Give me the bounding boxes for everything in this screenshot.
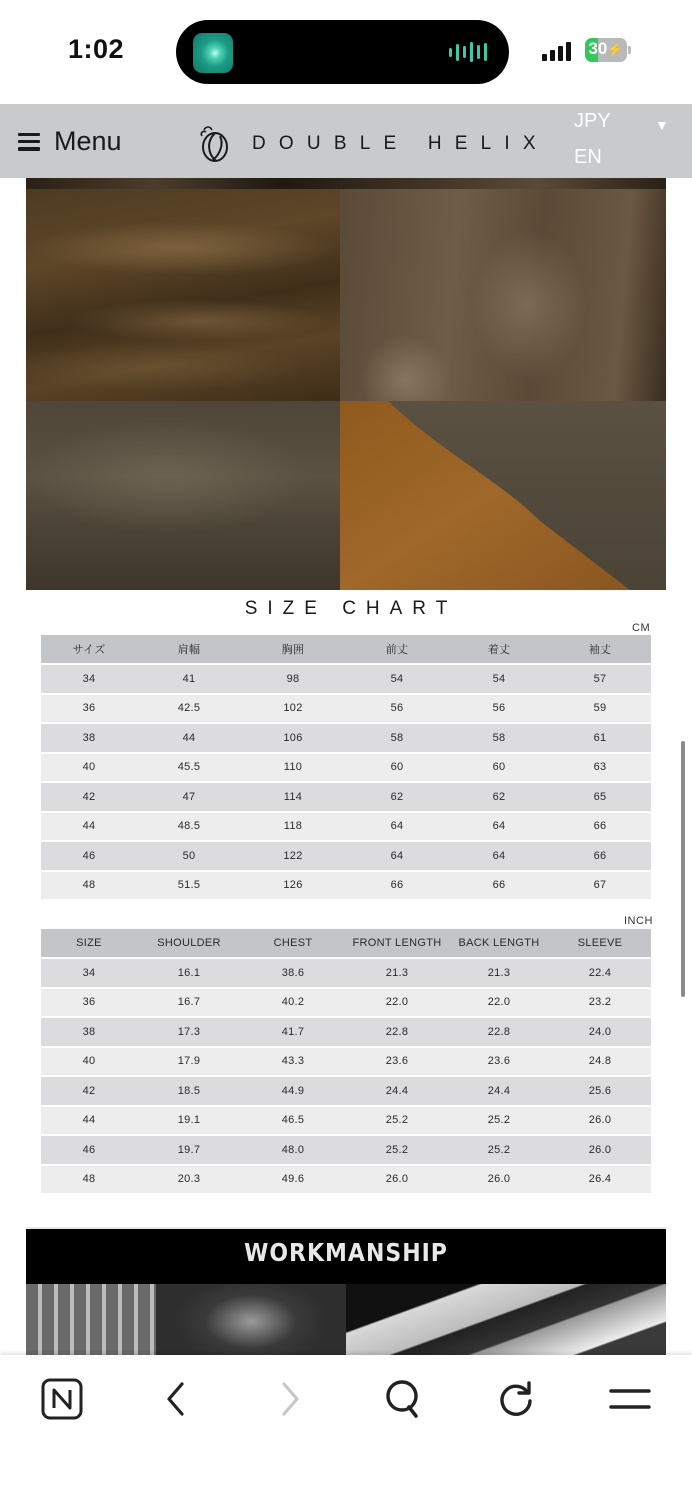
table-row — [41, 1018, 651, 1046]
table-cell: 44 — [137, 724, 241, 752]
gallery-image-top-edge — [26, 178, 666, 189]
chevron-right-icon — [275, 1381, 305, 1417]
table-cell: 54 — [345, 665, 449, 693]
table-cell: 44 — [41, 1107, 137, 1135]
table-cell: 25.2 — [345, 1107, 449, 1135]
table-row — [41, 842, 651, 870]
size-chart-title: SIZE CHART — [244, 598, 458, 619]
unit-label-cm: CM — [632, 622, 651, 634]
table-cell: 42 — [41, 1077, 137, 1105]
table-cell: 46 — [41, 842, 137, 870]
table-cell: 59 — [549, 695, 651, 723]
column-header: 胸囲 — [241, 635, 345, 663]
table-row — [41, 724, 651, 752]
table-cell: 36 — [41, 989, 137, 1017]
workmanship-section — [26, 1227, 666, 1357]
home-n-button[interactable] — [38, 1375, 86, 1423]
status-bar — [0, 0, 692, 104]
reload-icon — [497, 1379, 537, 1419]
table-cell: 24.8 — [549, 1048, 651, 1076]
table-cell: 19.1 — [137, 1107, 241, 1135]
menu-button[interactable] — [606, 1375, 654, 1423]
table-cell: 34 — [41, 665, 137, 693]
table-cell: 58 — [449, 724, 549, 752]
table-row — [41, 783, 651, 811]
search-icon — [384, 1378, 424, 1420]
table-cell: 22.0 — [449, 989, 549, 1017]
table-cell: 22.4 — [549, 959, 651, 987]
table-cell: 48 — [41, 1166, 137, 1194]
table-cell: 56 — [449, 695, 549, 723]
caret-down-icon[interactable]: ▼ — [655, 117, 669, 133]
table-row — [41, 872, 651, 900]
table-cell: 23.6 — [449, 1048, 549, 1076]
table-cell: 25.6 — [549, 1077, 651, 1105]
column-header: SLEEVE — [549, 929, 651, 957]
site-header — [0, 104, 692, 178]
table-cell: 22.8 — [449, 1018, 549, 1046]
table-cell: 118 — [241, 813, 345, 841]
table-cell: 114 — [241, 783, 345, 811]
table-cell: 22.8 — [345, 1018, 449, 1046]
battery-percent: 30⚡ — [588, 39, 624, 58]
table-row — [41, 813, 651, 841]
leather-image-grain — [26, 401, 340, 590]
table-cell: 41.7 — [241, 1018, 345, 1046]
table-cell: 58 — [345, 724, 449, 752]
hamburger-icon — [18, 133, 40, 151]
table-cell: 60 — [345, 754, 449, 782]
table-cell: 66 — [449, 872, 549, 900]
table-cell: 38.6 — [241, 959, 345, 987]
table-row — [41, 1166, 651, 1194]
column-header: 着丈 — [449, 635, 549, 663]
column-header: SHOULDER — [137, 929, 241, 957]
table-cell: 23.6 — [345, 1048, 449, 1076]
leather-image-wrinkled — [26, 189, 340, 401]
table-cell: 24.4 — [449, 1077, 549, 1105]
table-cell: 16.7 — [137, 989, 241, 1017]
brand-name: DOUBLE HELIX — [252, 133, 549, 154]
table-cell: 102 — [241, 695, 345, 723]
table-cell: 65 — [549, 783, 651, 811]
table-row — [41, 959, 651, 987]
table-cell: 26.0 — [345, 1166, 449, 1194]
table-cell: 24.4 — [345, 1077, 449, 1105]
table-cell: 49.6 — [241, 1166, 345, 1194]
table-cell: 54 — [449, 665, 549, 693]
table-cell: 34 — [41, 959, 137, 987]
table-cell: 44 — [41, 813, 137, 841]
table-cell: 50 — [137, 842, 241, 870]
table-cell: 42 — [41, 783, 137, 811]
table-cell: 48 — [41, 872, 137, 900]
language-selector[interactable]: EN — [574, 146, 602, 168]
table-cell: 62 — [449, 783, 549, 811]
column-header: SIZE — [41, 929, 137, 957]
suede-reverse-overlay — [340, 401, 666, 590]
table-cell: 122 — [241, 842, 345, 870]
column-header: FRONT LENGTH — [345, 929, 449, 957]
table-cell: 19.7 — [137, 1136, 241, 1164]
cellular-signal-icon — [542, 41, 571, 61]
table-cell: 110 — [241, 754, 345, 782]
n-logo-icon — [41, 1378, 83, 1420]
table-row — [41, 1077, 651, 1105]
battery-tip — [628, 46, 631, 54]
table-cell: 106 — [241, 724, 345, 752]
browser-toolbar — [0, 1355, 692, 1500]
table-cell: 60 — [449, 754, 549, 782]
workmanship-image-leather — [346, 1284, 666, 1357]
table-cell: 25.2 — [449, 1136, 549, 1164]
table-row — [41, 989, 651, 1017]
brand-logo[interactable] — [196, 124, 549, 164]
table-cell: 40.2 — [241, 989, 345, 1017]
chevron-left-icon — [161, 1381, 191, 1417]
table-cell: 66 — [345, 872, 449, 900]
menu-button[interactable] — [18, 126, 122, 157]
table-cell: 38 — [41, 1018, 137, 1046]
column-header: 肩幅 — [137, 635, 241, 663]
workmanship-image-machine-detail — [156, 1284, 346, 1357]
table-row — [41, 665, 651, 693]
helix-logo-icon — [196, 124, 232, 164]
table-cell: 17.3 — [137, 1018, 241, 1046]
table-cell: 45.5 — [137, 754, 241, 782]
table-cell: 25.2 — [345, 1136, 449, 1164]
column-header: BACK LENGTH — [449, 929, 549, 957]
leather-image-smooth — [340, 189, 666, 401]
table-cell: 98 — [241, 665, 345, 693]
table-header-row — [41, 929, 651, 957]
column-header: サイズ — [41, 635, 137, 663]
menu-label: Menu — [54, 126, 122, 156]
search-button[interactable] — [380, 1375, 428, 1423]
table-cell: 64 — [345, 842, 449, 870]
table-row — [41, 1136, 651, 1164]
table-row — [41, 1107, 651, 1135]
table-cell: 56 — [345, 695, 449, 723]
table-cell: 66 — [549, 813, 651, 841]
table-cell: 24.0 — [549, 1018, 651, 1046]
table-cell: 25.2 — [449, 1107, 549, 1135]
table-cell: 67 — [549, 872, 651, 900]
table-cell: 64 — [449, 842, 549, 870]
table-cell: 48.5 — [137, 813, 241, 841]
forward-button[interactable] — [266, 1375, 314, 1423]
table-cell: 26.0 — [549, 1107, 651, 1135]
status-time: 1:02 — [68, 34, 125, 64]
unit-label-inch: INCH — [624, 915, 653, 927]
table-cell: 21.3 — [449, 959, 549, 987]
size-table-cm — [41, 633, 651, 901]
table-cell: 57 — [549, 665, 651, 693]
workmanship-title: WORKMANSHIP — [244, 1239, 448, 1268]
menu-icon — [609, 1387, 651, 1411]
table-cell: 26.0 — [549, 1136, 651, 1164]
table-cell: 63 — [549, 754, 651, 782]
table-cell: 41 — [137, 665, 241, 693]
table-cell: 18.5 — [137, 1077, 241, 1105]
back-button[interactable] — [152, 1375, 200, 1423]
table-cell: 38 — [41, 724, 137, 752]
table-cell: 62 — [345, 783, 449, 811]
column-header: CHEST — [241, 929, 345, 957]
table-cell: 20.3 — [137, 1166, 241, 1194]
table-cell: 42.5 — [137, 695, 241, 723]
table-cell: 126 — [241, 872, 345, 900]
table-cell: 21.3 — [345, 959, 449, 987]
table-cell: 64 — [449, 813, 549, 841]
charging-bolt-icon: ⚡ — [607, 42, 624, 57]
table-cell: 17.9 — [137, 1048, 241, 1076]
table-cell: 46 — [41, 1136, 137, 1164]
table-cell: 40 — [41, 754, 137, 782]
table-cell: 26.0 — [449, 1166, 549, 1194]
table-row — [41, 1048, 651, 1076]
table-cell: 43.3 — [241, 1048, 345, 1076]
size-table-inch — [41, 927, 651, 1195]
table-cell: 22.0 — [345, 989, 449, 1017]
dynamic-island[interactable] — [176, 20, 509, 84]
table-cell: 36 — [41, 695, 137, 723]
table-row — [41, 754, 651, 782]
column-header: 前丈 — [345, 635, 449, 663]
table-row — [41, 695, 651, 723]
table-cell: 44.9 — [241, 1077, 345, 1105]
table-cell: 48.0 — [241, 1136, 345, 1164]
table-cell: 23.2 — [549, 989, 651, 1017]
now-playing-artwork — [193, 33, 233, 73]
table-cell: 47 — [137, 783, 241, 811]
table-cell: 26.4 — [549, 1166, 651, 1194]
battery-icon — [585, 38, 627, 62]
reload-button[interactable] — [493, 1375, 541, 1423]
table-header-row — [41, 635, 651, 663]
column-header: 袖丈 — [549, 635, 651, 663]
table-cell: 66 — [549, 842, 651, 870]
table-cell: 64 — [345, 813, 449, 841]
table-cell: 51.5 — [137, 872, 241, 900]
leather-gallery — [26, 178, 666, 590]
table-cell: 16.1 — [137, 959, 241, 987]
table-cell: 61 — [549, 724, 651, 752]
table-cell: 40 — [41, 1048, 137, 1076]
table-cell: 46.5 — [241, 1107, 345, 1135]
page-scrollbar[interactable] — [681, 741, 685, 997]
currency-selector[interactable]: JPY — [574, 110, 611, 132]
audio-waveform-icon — [449, 42, 487, 62]
